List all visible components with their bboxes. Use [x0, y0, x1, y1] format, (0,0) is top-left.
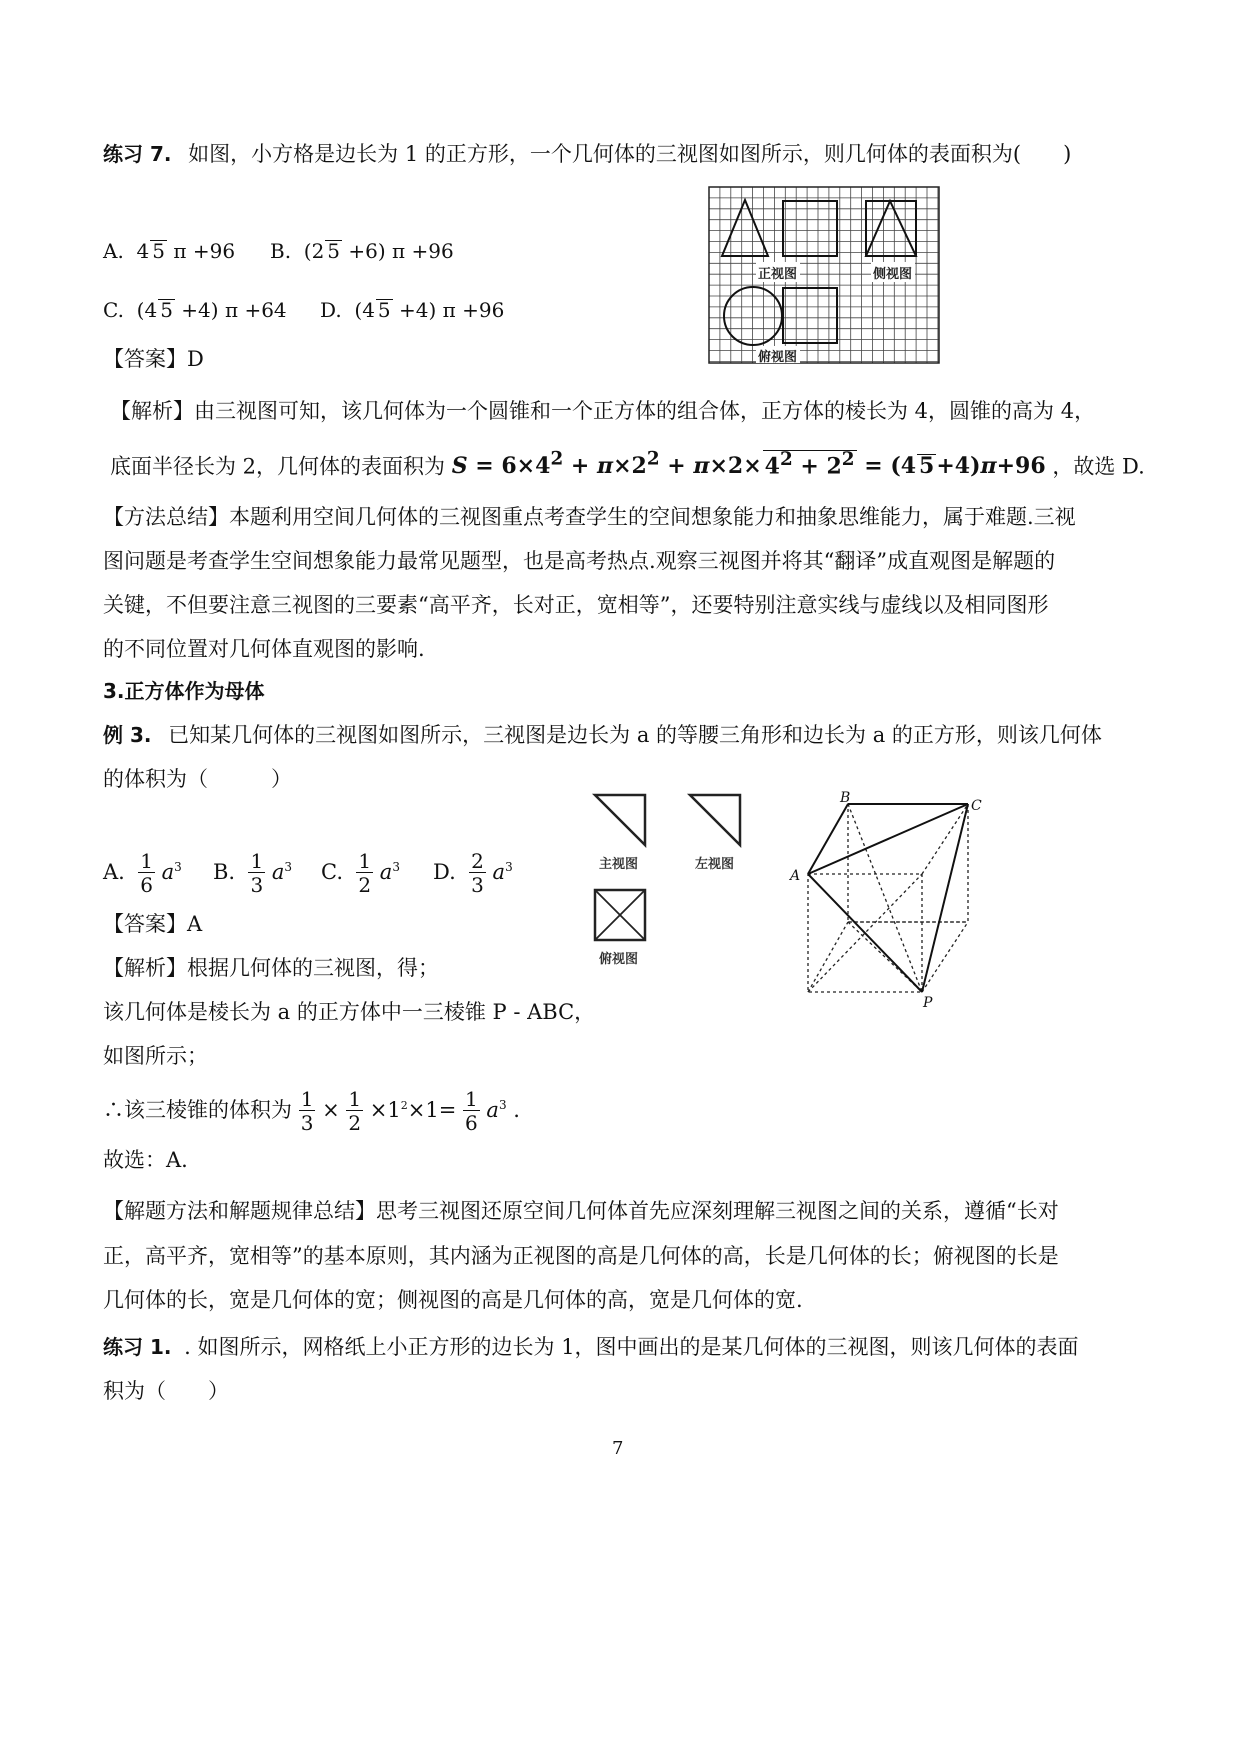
- summary1-line4: 的不同位置对几何体直观图的影响.: [103, 637, 425, 661]
- ex3-option-d: D. $\frac{2}{3}$ $a^3$: [433, 849, 513, 897]
- vertex-c-label: C: [971, 798, 982, 814]
- ex7-analysis-1: 【解析】由三视图可知，该几何体为一个圆锥和一个正方体的组合体，正方体的棱长为 4，圆锥的高为 4，: [110, 399, 1096, 423]
- ex3-top-label: 俯视图: [599, 952, 639, 967]
- ex7-stem: 如图，小方格是边长为 1 的正方形，一个几何体的三视图如图所示，则几何体的表面积为( ): [188, 142, 1072, 166]
- ex3-left-triangle: [690, 795, 740, 845]
- vertex-a-label: A: [790, 868, 801, 884]
- ex3-front-triangle: [595, 795, 645, 845]
- ex3-analysis-3: 如图所示；: [103, 1044, 208, 1068]
- front-view-triangle: [722, 200, 768, 256]
- ex3-option-a: A. $\frac{1}{6}$ $a^3$: [103, 849, 182, 897]
- ex1-line1: [103, 1337, 1079, 1358]
- front-view-label: 正视图: [758, 267, 798, 282]
- ex3-three-view-figure: [585, 790, 765, 980]
- ex3-answer: 【答案】A: [103, 912, 203, 936]
- ex3-analysis-2: 该几何体是棱长为 a 的正方体中一三棱锥 P - ABC，: [103, 1000, 596, 1024]
- ex3-analysis-1: 【解析】根据几何体的三视图，得；: [103, 956, 439, 980]
- ex7-line: [103, 144, 1071, 165]
- side-view-label: 侧视图: [873, 267, 913, 282]
- ex7-analysis-2a: 底面半径长为 2，几何体的表面积为: [110, 454, 446, 479]
- section3-title: 3.正方体作为母体: [103, 679, 265, 703]
- ex3-stem2: 的体积为（ ）: [103, 767, 292, 791]
- ex1-stem1: . 如图所示，网格纸上小正方形的边长为 1，图中画出的是某几何体的三视图，则该几何体的表面: [184, 1335, 1079, 1359]
- ex3-line1: [103, 725, 1102, 746]
- top-view-label: 俯视图: [758, 350, 798, 364]
- side-view-triangle: [866, 201, 916, 256]
- summary2-line3: 几何体的长，宽是几何体的宽；侧视图的高是几何体的高，宽是几何体的宽.: [103, 1288, 803, 1312]
- summary1-line2: 图问题是考查学生空间想象能力最常见题型，也是高考热点.观察三视图并将其“翻译”成直观图是解题的: [103, 549, 1056, 573]
- ex7-title: 练习 7.: [103, 142, 172, 166]
- ex7-analysis-2b: ，故选 D.: [1052, 454, 1145, 479]
- ex3-stem1: 已知某几何体的三视图如图所示，三视图是边长为 a 的等腰三角形和边长为 a 的正方形，则该几何体: [168, 723, 1102, 747]
- vertex-p-label: P: [923, 995, 933, 1010]
- vertex-b-label: B: [840, 790, 851, 806]
- ex7-formula: $S = 6\times 4^2 + \pi\times 2^2 + \pi\times 2\times 4^2 + 2^2 = (4$ 5+4)π+96: [451, 449, 1046, 480]
- ex3-analysis-4: ∴该三棱锥的体积为 $\frac{1}{3}$ × $\frac{1}{2}$ $\times 1^2\times 1=$ $\frac{1}{6}$ $a^3$ .: [103, 1087, 520, 1135]
- ex3-option-b: B. $\frac{1}{3}$ $a^3$: [213, 849, 293, 897]
- summary2-line2: 正，高平齐，宽相等”的基本原则，其内涵为正视图的高是几何体的高，长是几何体的长；俯视图的长是: [103, 1244, 1059, 1268]
- ex1-title: 练习 1.: [103, 1335, 172, 1359]
- ex3-title: 例 3.: [103, 723, 152, 747]
- summary2-line1: 【解题方法和解题规律总结】思考三视图还原空间几何体首先应深刻理解三视图之间的关系，遵循“长对: [103, 1199, 1059, 1223]
- ex7-option-b: B. (2 5 +6) π +96: [270, 239, 454, 263]
- ex3-left-label: 左视图: [695, 857, 735, 872]
- ex3-front-label: 主视图: [599, 857, 639, 872]
- ex3-analysis-5: 故选：A.: [103, 1148, 188, 1172]
- summary1-line3: 关键，不但要注意三视图的三要素“高平齐，长对正，宽相等”，还要特别注意实线与虚线以及相同图形: [103, 593, 1049, 617]
- ex3-cube-figure: [780, 790, 1000, 1010]
- page-number: 7: [612, 1438, 624, 1459]
- ex3-option-c: C. $\frac{1}{2}$ $a^3$: [321, 849, 400, 897]
- ex7-option-d: D. (4 5 +4) π +96: [320, 298, 505, 322]
- ex7-analysis-2: [110, 449, 1145, 480]
- ex7-three-view-figure: [708, 186, 940, 364]
- ex7-option-a: A. 4 5 π +96: [103, 239, 236, 263]
- ex1-stem2: 积为（ ）: [103, 1379, 229, 1403]
- ex7-option-c: C. (4 5 +4) π +64: [103, 298, 287, 322]
- ex7-answer: 【答案】D: [103, 347, 204, 371]
- summary1-line1: 【方法总结】本题利用空间几何体的三视图重点考查学生的空间想象能力和抽象思维能力，属于难题.三视: [103, 505, 1076, 529]
